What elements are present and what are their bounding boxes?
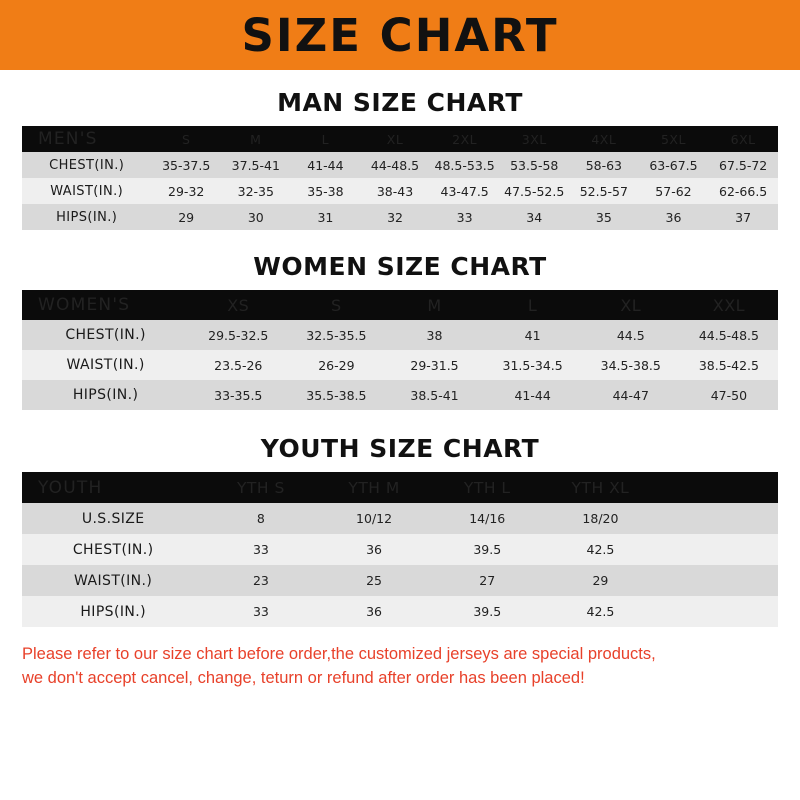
cell: 35-37.5 xyxy=(162,157,211,173)
cell: 58-63 xyxy=(585,157,623,173)
cell: 38 xyxy=(426,327,443,343)
table-header-row xyxy=(22,126,778,152)
table-row xyxy=(22,350,778,380)
column-header-3xl: 3XL xyxy=(521,131,547,147)
column-header-l: L xyxy=(321,131,330,147)
cell: 44-48.5 xyxy=(370,157,420,173)
cell: 29 xyxy=(592,573,609,588)
column-header-yth-xl: YTH XL xyxy=(571,478,630,497)
cell: 26-29 xyxy=(318,357,355,373)
cell: 33 xyxy=(252,604,269,619)
column-header-xxl: XXL xyxy=(712,295,746,315)
column-header-rowlabel: WOMEN'S xyxy=(38,295,131,315)
cell: 33 xyxy=(456,209,473,225)
cell: 27 xyxy=(479,573,496,588)
cell: 29-31.5 xyxy=(410,357,459,373)
table-row xyxy=(22,152,778,178)
women-table-head xyxy=(22,290,778,320)
notice-line-1: Please refer to our size chart before order,the customized jerseys are special products, xyxy=(22,645,656,663)
column-header-yth-m: YTH M xyxy=(348,478,400,497)
table-row xyxy=(22,534,778,565)
cell: 44.5-48.5 xyxy=(698,327,759,343)
women-size-table xyxy=(22,290,778,410)
cell: 33 xyxy=(252,542,269,557)
youth-table-body xyxy=(22,503,778,627)
cell: 37 xyxy=(735,209,752,225)
column-header-spacer xyxy=(657,472,778,503)
cell: 52.5-57 xyxy=(579,183,628,199)
table-row xyxy=(22,596,778,627)
cell: 38.5-42.5 xyxy=(698,357,759,373)
cell: 8 xyxy=(256,511,265,526)
youth-section-title: YOUTH SIZE CHART xyxy=(260,434,540,463)
cell: 44-47 xyxy=(612,387,649,403)
cell: 36 xyxy=(665,209,682,225)
cell: 29 xyxy=(178,209,195,225)
cell: 25 xyxy=(366,573,383,588)
row-label-us-size: U.S.SIZE xyxy=(81,510,145,527)
table-header-row xyxy=(22,290,778,320)
cell: 63-67.5 xyxy=(649,157,698,173)
cell: 29-32 xyxy=(168,183,205,199)
cell: 32 xyxy=(387,209,403,225)
cell: 39.5 xyxy=(473,604,502,619)
order-notice xyxy=(0,643,800,691)
page-banner xyxy=(0,0,800,70)
cell: 35-38 xyxy=(307,183,344,199)
table-row xyxy=(22,380,778,410)
column-header-yth-s: YTH S xyxy=(236,478,285,497)
chart-content xyxy=(0,88,800,627)
cell: 38-43 xyxy=(376,183,414,199)
column-header-l: L xyxy=(527,295,538,315)
column-header-xl: XL xyxy=(386,131,404,147)
cell: 36 xyxy=(366,604,383,619)
column-header-6xl: 6XL xyxy=(730,131,756,147)
cell-spacer xyxy=(657,565,778,596)
cell: 32.5-35.5 xyxy=(306,327,367,343)
cell: 23.5-26 xyxy=(214,357,263,373)
column-header-m: M xyxy=(250,131,262,147)
column-header-xs: XS xyxy=(227,295,250,315)
women-table-body xyxy=(22,320,778,410)
cell: 42.5 xyxy=(586,542,615,557)
cell: 38.5-41 xyxy=(410,387,459,403)
page-title: SIZE CHART xyxy=(241,8,559,62)
table-row xyxy=(22,178,778,204)
cell-spacer xyxy=(657,596,778,627)
cell: 30 xyxy=(247,209,264,225)
row-label-chest: CHEST(IN.) xyxy=(72,541,154,558)
row-label-waist: WAIST(IN.) xyxy=(50,183,124,199)
column-header-2xl: 2XL xyxy=(452,131,478,147)
cell: 42.5 xyxy=(586,604,615,619)
cell: 41-44 xyxy=(514,387,551,403)
youth-table-head xyxy=(22,472,778,503)
row-label-waist: WAIST(IN.) xyxy=(66,357,145,373)
row-label-hips: HIPS(IN.) xyxy=(80,603,146,620)
table-row xyxy=(22,565,778,596)
cell: 29.5-32.5 xyxy=(208,327,269,343)
cell: 35 xyxy=(595,209,612,225)
table-row xyxy=(22,204,778,230)
cell: 36 xyxy=(366,542,383,557)
cell: 33-35.5 xyxy=(214,387,263,403)
youth-size-table xyxy=(22,472,778,627)
cell: 41 xyxy=(524,327,541,343)
column-header-m: M xyxy=(427,295,442,315)
cell: 53.5-58 xyxy=(510,157,559,173)
column-header-yth-l: YTH L xyxy=(463,478,511,497)
man-table-body xyxy=(22,152,778,230)
cell: 57-62 xyxy=(655,183,692,199)
cell: 23 xyxy=(252,573,269,588)
cell: 47-50 xyxy=(710,387,748,403)
column-header-4xl: 4XL xyxy=(591,131,617,147)
cell: 18/20 xyxy=(582,511,619,526)
cell: 44.5 xyxy=(616,327,645,343)
column-header-rowlabel: YOUTH xyxy=(38,477,103,498)
cell: 35.5-38.5 xyxy=(306,387,367,403)
column-header-5xl: 5XL xyxy=(660,131,686,147)
cell: 47.5-52.5 xyxy=(504,183,565,199)
row-label-chest: CHEST(IN.) xyxy=(49,157,125,173)
column-header-xl: XL xyxy=(620,295,642,315)
cell: 43-47.5 xyxy=(440,183,489,199)
cell: 34 xyxy=(526,209,543,225)
cell: 37.5-41 xyxy=(231,157,280,173)
cell: 67.5-72 xyxy=(719,157,768,173)
cell: 32-35 xyxy=(237,183,274,199)
cell: 31 xyxy=(317,209,334,225)
cell: 31.5-34.5 xyxy=(502,357,563,373)
cell-spacer xyxy=(657,534,778,565)
man-table-head xyxy=(22,126,778,152)
cell-spacer xyxy=(657,503,778,534)
row-label-hips: HIPS(IN.) xyxy=(72,387,139,403)
column-header-s: S xyxy=(331,295,342,315)
cell: 48.5-53.5 xyxy=(434,157,495,173)
cell: 62-66.5 xyxy=(719,183,768,199)
table-header-row xyxy=(22,472,778,503)
cell: 41-44 xyxy=(307,157,344,173)
row-label-waist: WAIST(IN.) xyxy=(74,572,153,589)
cell: 39.5 xyxy=(473,542,502,557)
cell: 34.5-38.5 xyxy=(600,357,661,373)
man-size-table xyxy=(22,126,778,230)
table-row xyxy=(22,320,778,350)
man-section-title: MAN SIZE CHART xyxy=(277,88,523,117)
cell: 14/16 xyxy=(469,511,506,526)
row-label-hips: HIPS(IN.) xyxy=(56,209,118,225)
column-header-s: S xyxy=(181,131,191,147)
cell: 10/12 xyxy=(356,511,393,526)
row-label-chest: CHEST(IN.) xyxy=(65,327,146,343)
notice-line-2: we don't accept cancel, change, teturn or refund after order has been placed! xyxy=(22,668,585,687)
women-section-title: WOMEN SIZE CHART xyxy=(253,252,547,281)
column-header-rowlabel: MEN'S xyxy=(38,129,98,149)
table-row xyxy=(22,503,778,534)
